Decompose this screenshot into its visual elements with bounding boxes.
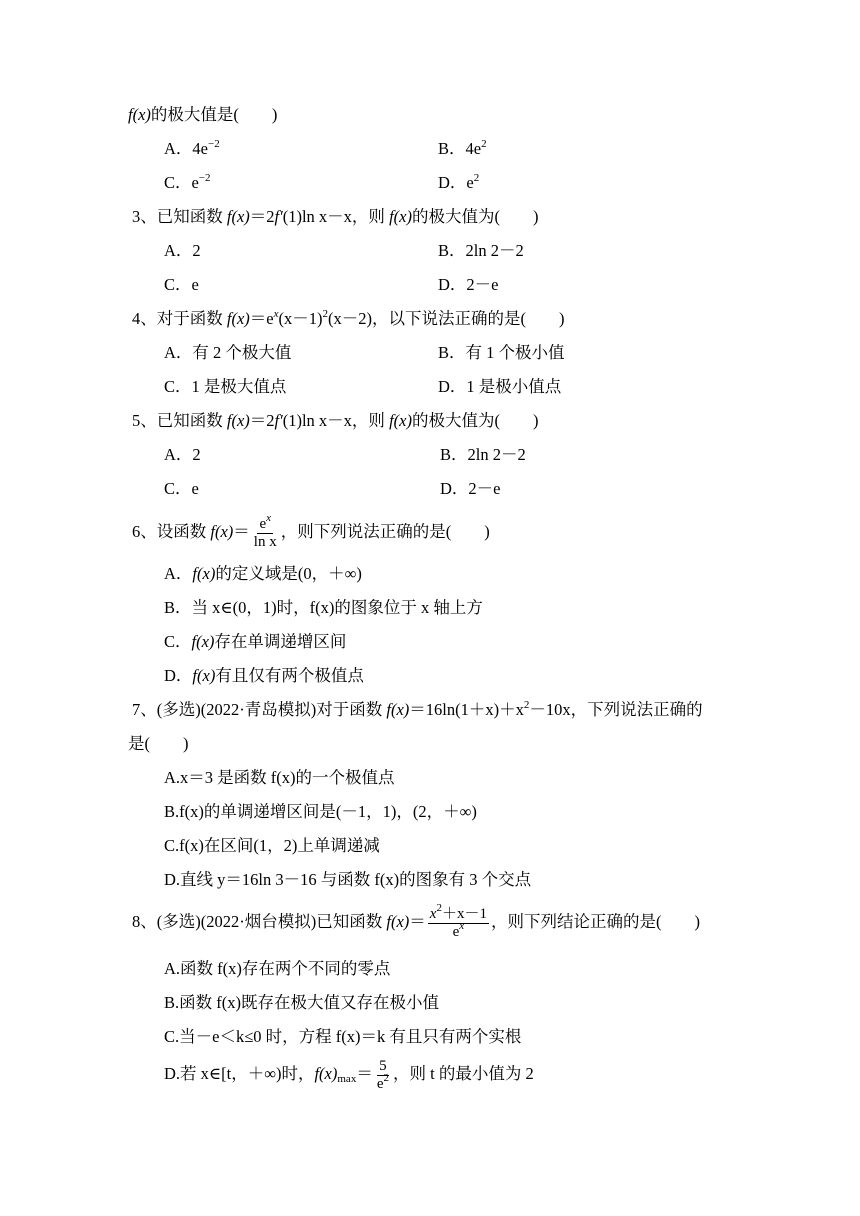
question-5-option-c: C．e xyxy=(164,479,199,498)
question-7-option-b: B.f(x)的单调递增区间是(－1，1)，(2，＋∞) xyxy=(164,802,477,821)
question-8-option-c: C.当－e＜k≤0 时，方程 f(x)＝k 有且只有两个实根 xyxy=(164,1027,522,1046)
option-c: C．$e^{-2}$ xyxy=(164,172,211,192)
fraction: $\frac{5}{e^2}$ xyxy=(376,1058,389,1092)
question-8-stem: 8、(多选)(2022·烟台模拟)已知函数 f(x)＝ $\frac{x^2+x-1}{e^x}$ ，则下列结论正确的是( ) xyxy=(132,902,700,940)
question-4-option-a: A．有 2 个极大值 xyxy=(164,343,292,362)
question-7-option-a: A.x＝3 是函数 f(x)的一个极值点 xyxy=(164,768,395,787)
option-d: D．$e^2$ xyxy=(438,172,480,192)
fraction: $\frac{x^2+x-1}{e^x}$ xyxy=(429,902,487,940)
question-4-option-d: D．1 是极小值点 xyxy=(438,377,562,396)
question-6-option-c: C．f(x)存在单调递增区间 xyxy=(164,632,347,651)
question-6-option-a: A．f(x)的定义域是(0，＋∞) xyxy=(164,564,362,583)
question-5-stem: 5、已知函数 f(x)＝2f′(1)ln x－x，则 f(x)的极大值为( ) xyxy=(132,411,539,430)
question-4-option-c: C．1 是极大值点 xyxy=(164,377,287,396)
fx: f(x) xyxy=(128,105,151,124)
question-stem-top: f(x)的极大值是( ) xyxy=(128,105,278,124)
question-3-stem: 3、已知函数 f(x)＝2f′(1)ln x－x，则 f(x)的极大值为( ) xyxy=(132,207,539,226)
question-6-option-d: D．f(x)有且仅有两个极值点 xyxy=(164,666,364,685)
question-4-option-b: B．有 1 个极小值 xyxy=(438,343,565,362)
option-b: B．$4e^2$ xyxy=(438,138,487,158)
question-8-option-a: A.函数 f(x)存在两个不同的零点 xyxy=(164,959,391,978)
question-6-stem: 6、设函数 f(x)＝ $\frac{e^x}{\text{ln x}}$ ，则下列说法正确的是( ) xyxy=(132,512,490,550)
question-6-option-b: B．当 x∈(0，1)时，f(x)的图象位于 x 轴上方 xyxy=(164,598,483,617)
question-7-stem-cont: 是( ) xyxy=(128,734,189,753)
question-7-stem: 7、(多选)(2022·青岛模拟)对于函数 $f(x)=16\ln(1+x)+x^2-10x$，下列说法正确的 xyxy=(132,699,703,719)
fraction: $\frac{e^x}{\text{ln x}}$ xyxy=(253,512,277,550)
question-4-stem: 4、对于函数 $f(x)=e^x(x-1)^2(x-2)$，以下说法正确的是( ) xyxy=(132,308,565,328)
question-8-option-d: D.若 x∈[t，＋∞)时，$f(x)_{max}=$ $\frac{5}{e^2}$ ，则 t 的最小值为 2 xyxy=(164,1058,534,1092)
question-7-option-c: C.f(x)在区间(1，2)上单调递减 xyxy=(164,836,380,855)
question-7-option-d: D.直线 y＝16ln 3－16 与函数 f(x)的图象有 3 个交点 xyxy=(164,870,532,889)
question-5-option-a: A．2 xyxy=(164,445,201,464)
question-3-option-d: D．2－e xyxy=(438,275,499,294)
question-3-option-a: A．2 xyxy=(164,241,201,260)
option-a: A．$4e^{-2}$ xyxy=(164,138,220,158)
question-5-option-b: B．2ln 2－2 xyxy=(440,445,526,464)
question-3-option-b: B．2ln 2－2 xyxy=(438,241,524,260)
question-5-option-d: D．2－e xyxy=(440,479,501,498)
question-8-option-b: B.函数 f(x)既存在极大值又存在极小值 xyxy=(164,993,439,1012)
question-3-option-c: C．e xyxy=(164,275,199,294)
